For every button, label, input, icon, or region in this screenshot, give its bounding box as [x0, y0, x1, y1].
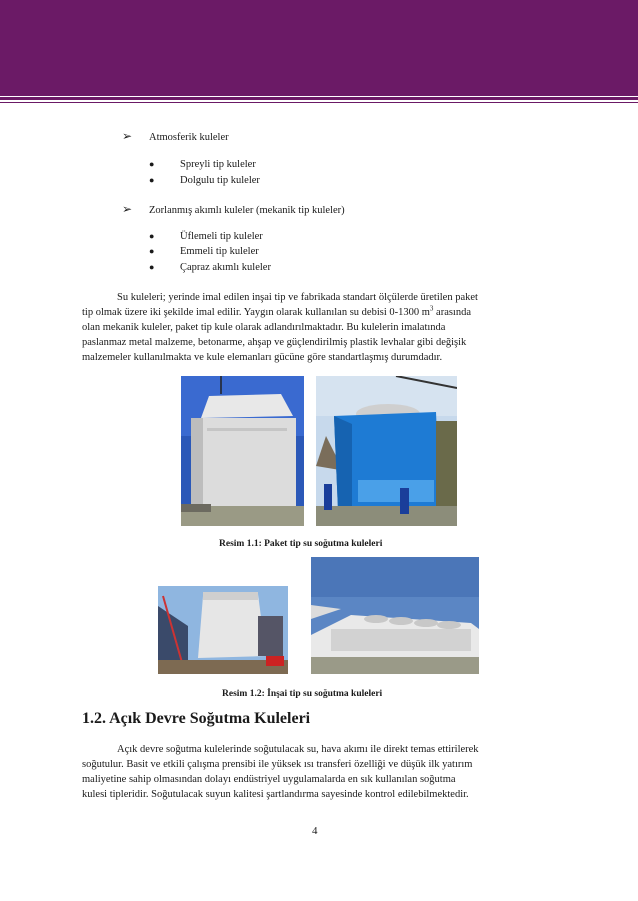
paragraph-line: olan mekanik kuleler, paket tip kule olarak adlandırılmaktadır. Bu kulelerin imalatında: [82, 322, 446, 333]
paragraph-line: malzemeler kullanılmakta ve kule elemanları gücüne göre standartlaşmış durumdadır.: [82, 352, 443, 363]
list-group-title: Atmosferik kuleler: [149, 132, 229, 143]
figure-caption: Resim 1.2: İnşai tip su soğutma kuleleri: [222, 689, 383, 699]
paragraph-line: maliyetine sahip olmasından dolayı endüstriyel uygulamalarda en sık kullanılan soğutma: [82, 774, 456, 785]
page-number: 4: [312, 825, 318, 837]
photo-site-built-tower-construction: [158, 586, 288, 674]
section-paragraph: [82, 742, 559, 802]
list-item: Emmeli tip kuleler: [180, 246, 259, 257]
list-group-title: Zorlanmış akımlı kuleler (mekanik tip kuleler): [149, 205, 345, 216]
header-rule: [0, 97, 638, 100]
section-heading: 1.2. Açık Devre Soğutma Kuleleri: [82, 710, 311, 727]
photo-package-tower-blue: [316, 376, 457, 526]
paragraph-line: Açık devre soğutma kulelerinde soğutulacak su, hava akımı ile direkt temas ettirilerek: [117, 744, 479, 755]
paragraph-line: soğutulur. Basit ve etkili çalışma prensibi ile yüksek ısı transferi özelliği ve düşük ilk yatırım: [82, 759, 473, 770]
bullet-icon: ●: [149, 262, 155, 272]
bullet-icon: ●: [149, 175, 155, 185]
paragraph-line: paslanmaz metal malzeme, betonarme, ahşap ve güçlendirilmiş plastik levhalar gibi değişik: [82, 337, 467, 348]
photo-package-tower-white: [181, 376, 304, 526]
paragraph-line: kulesi tipleridir. Soğutulacak suyun kalitesi şartlandırma sayesinde kontrol edilebilmektedir.: [82, 789, 469, 800]
arrow-bullet-icon: ➢: [122, 202, 133, 216]
bullet-icon: ●: [149, 159, 155, 169]
list-item: Çapraz akımlı kuleler: [180, 262, 271, 273]
superscript: 3: [429, 304, 434, 313]
list-item: Dolgulu tip kuleler: [180, 175, 260, 186]
paragraph-line: [82, 305, 559, 320]
photo-site-built-tower: [311, 557, 479, 674]
paragraph-text: arasında: [433, 307, 472, 318]
list-item: Üflemeli tip kuleler: [180, 231, 263, 242]
bullet-icon: ●: [149, 231, 155, 241]
header-rule-thin: [0, 102, 638, 103]
body-paragraph: [82, 290, 559, 365]
list-item: Spreyli tip kuleler: [180, 159, 256, 170]
header-band: [0, 0, 638, 96]
figure-caption: Resim 1.1: Paket tip su soğutma kuleleri: [219, 539, 383, 549]
bullet-icon: ●: [149, 246, 155, 256]
paragraph-text: tip olmak üzere iki şekilde imal edilir. Yaygın olarak kullanılan su debisi 0-1300 m: [82, 307, 430, 318]
arrow-bullet-icon: ➢: [122, 129, 133, 143]
paragraph-line: Su kuleleri; yerinde imal edilen inşai tip ve fabrikada standart ölçülerde üretilen paket: [117, 292, 478, 303]
